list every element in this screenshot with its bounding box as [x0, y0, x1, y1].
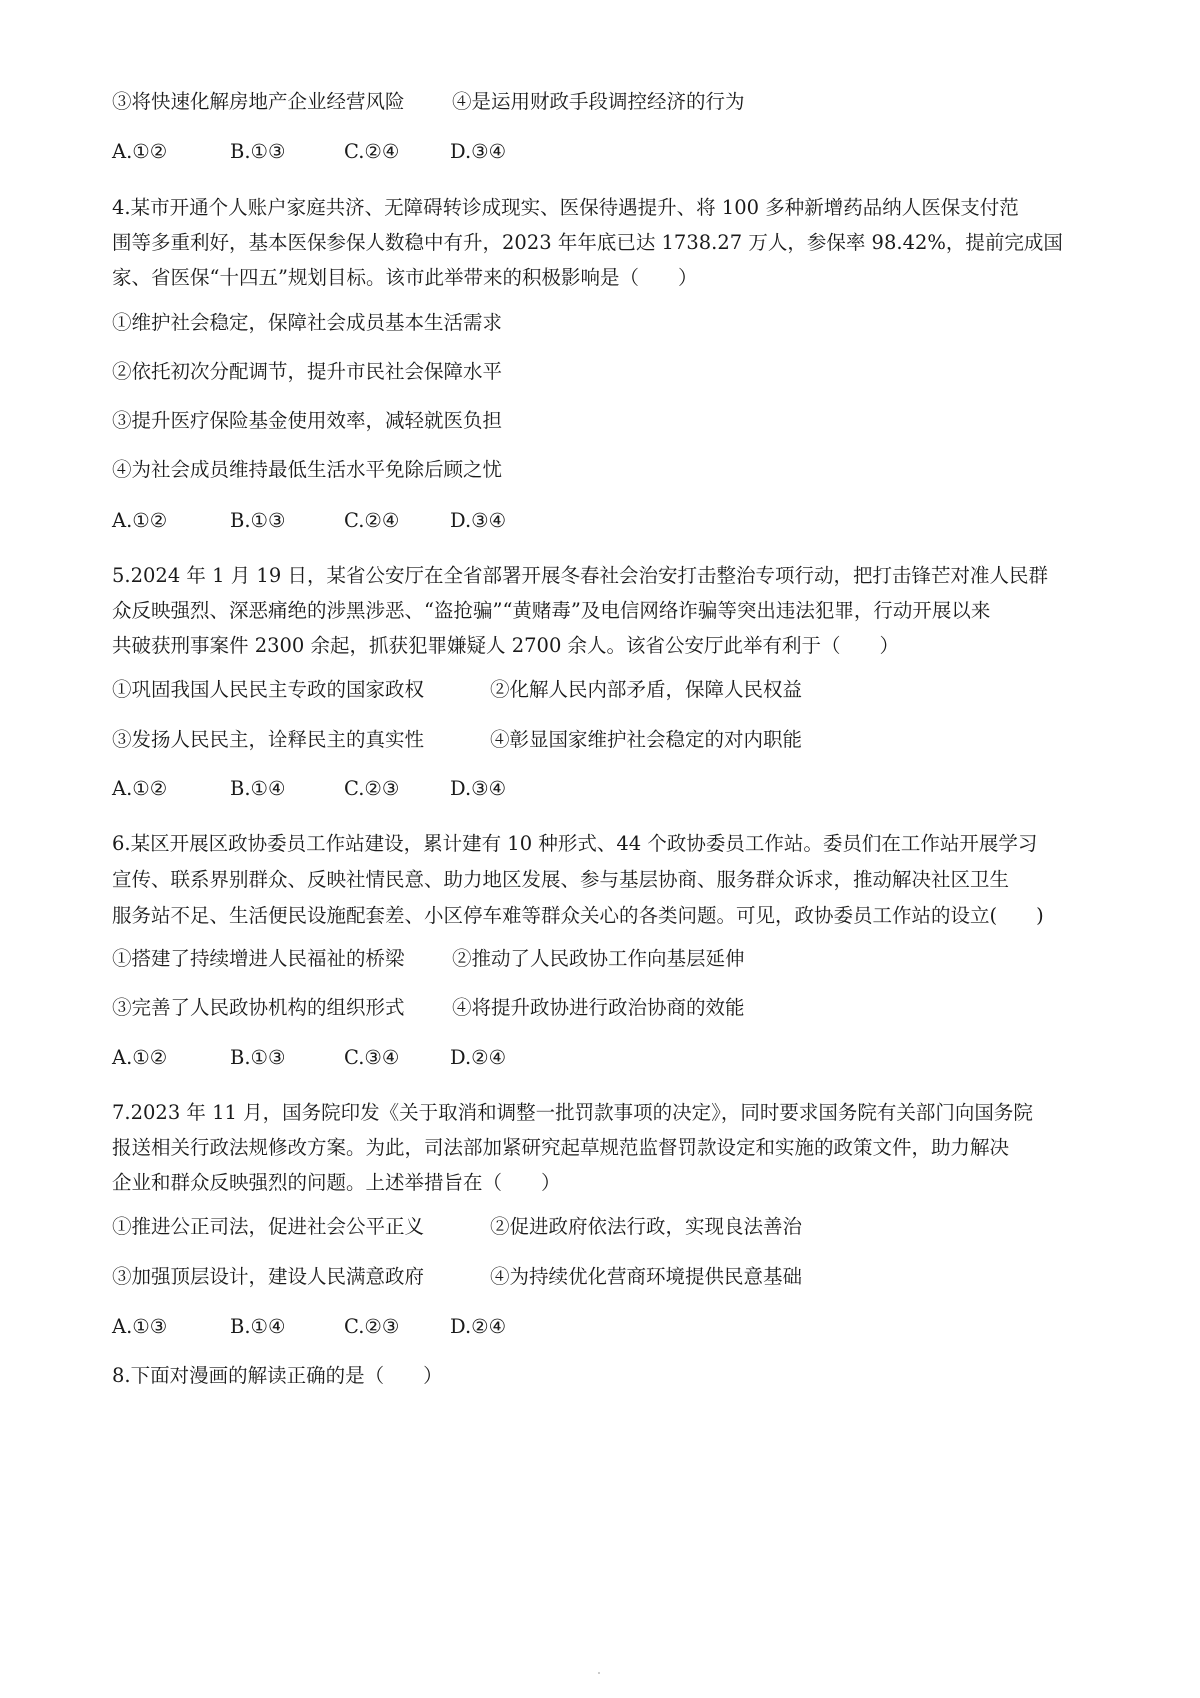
q5-option-2: ②化解人民内部矛盾，保障人民权益 [490, 678, 803, 701]
q6-answer-a: A.①② [112, 1046, 168, 1069]
q8-stem: 8.下面对漫画的解读正确的是（ ） [112, 1364, 443, 1387]
q5-options-row-1 [112, 677, 1100, 703]
q7-answer-c: C.②③ [344, 1315, 400, 1338]
q5-options-row-2 [112, 727, 1100, 753]
q3-answer-a: A.①② [112, 140, 168, 163]
q7-answers [112, 1314, 1100, 1340]
q6-answers [112, 1045, 1100, 1071]
q3-answer-c: C.②④ [344, 140, 400, 163]
q6-answer-d: D.②④ [450, 1046, 507, 1069]
q5-option-3: ③发扬人民民主，诠释民主的真实性 [112, 728, 425, 751]
q6-stem-line: 宣传、联系界别群众、反映社情民意、助力地区发展、参与基层协商、服务群众诉求，推动解决社区卫生 [112, 868, 1010, 891]
q7-options-row-1 [112, 1214, 1100, 1240]
q5-answer-d: D.③④ [450, 777, 507, 800]
q7-answer-a: A.①③ [112, 1315, 168, 1338]
q6-option-3: ③完善了人民政协机构的组织形式 [112, 996, 405, 1019]
q6-option-1: ①搭建了持续增进人民福祉的桥梁 [112, 947, 405, 970]
q6-option-2: ②推动了人民政协工作向基层延伸 [452, 947, 745, 970]
q7-stem-line: 报送相关行政法规修改方案。为此，司法部加紧研究起草规范监督罚款设定和实施的政策文件，助力解决 [112, 1136, 1010, 1159]
q6-stem-line: 服务站不足、生活便民设施配套差、小区停车难等群众关心的各类问题。可见，政协委员工作站的设立( ) [112, 904, 1044, 927]
q5-answer-a: A.①② [112, 777, 168, 800]
q7-stem-line: 7.2023 年 11 月，国务院印发《关于取消和调整一批罚款事项的决定》，同时要求国务院有关部门向国务院 [112, 1101, 1033, 1124]
footer-dot [598, 1672, 600, 1674]
q6-answer-b: B.①③ [230, 1046, 286, 1069]
q4-answer-b: B.①③ [230, 509, 286, 532]
q6-options-row-1 [112, 946, 1100, 972]
q7-answer-b: B.①④ [230, 1315, 286, 1338]
q4-answer-d: D.③④ [450, 509, 507, 532]
q4-stem-line: 家、省医保“十四五”规划目标。该市此举带来的积极影响是（ ） [112, 266, 698, 289]
q7-stem [112, 1095, 1100, 1200]
q3-option-4: ④是运用财政手段调控经济的行为 [452, 90, 745, 113]
q5-answer-b: B.①④ [230, 777, 286, 800]
q3-option-3: ③将快速化解房地产企业经营风险 [112, 90, 405, 113]
q5-stem-line: 共破获刑事案件 2300 余起，抓获犯罪嫌疑人 2700 余人。该省公安厅此举有利于（ ） [112, 634, 900, 657]
q4-answer-c: C.②④ [344, 509, 400, 532]
q7-option-1: ①推进公正司法，促进社会公平正义 [112, 1215, 425, 1238]
q7-answer-d: D.②④ [450, 1315, 507, 1338]
q7-options-row-2 [112, 1264, 1100, 1290]
q7-stem-line: 企业和群众反映强烈的问题。上述举措旨在（ ） [112, 1171, 561, 1194]
q3-answers [112, 139, 1100, 165]
q3-answer-b: B.①③ [230, 140, 286, 163]
q5-stem-line: 5.2024 年 1 月 19 日，某省公安厅在全省部署开展冬春社会治安打击整治专项行动，把打击锋芒对准人民群 [112, 564, 1048, 587]
q6-option-4: ④将提升政协进行政治协商的效能 [452, 996, 745, 1019]
q4-stem-line: 4.某市开通个人账户家庭共济、无障碍转诊成现实、医保待遇提升、将 100 多种新增药品纳人医保支付范 [112, 196, 1019, 219]
q3-answer-d: D.③④ [450, 140, 507, 163]
q7-option-2: ②促进政府依法行政，实现良法善治 [490, 1215, 803, 1238]
q6-stem-line: 6.某区开展区政协委员工作站建设，累计建有 10 种形式、44 个政协委员工作站。委员们在工作站开展学习 [112, 832, 1038, 855]
q6-answer-c: C.③④ [344, 1046, 400, 1069]
q4-answer-a: A.①② [112, 509, 168, 532]
q5-stem-line: 众反映强烈、深恶痛绝的涉黑涉恶、“盗抢骗”“黄赌毒”及电信网络诈骗等突出违法犯罪，行动开展以来 [112, 599, 991, 622]
q4-option-1: ①维护社会稳定，保障社会成员基本生活需求 [112, 311, 503, 334]
q4-option-4: ④为社会成员维持最低生活水平免除后顾之忧 [112, 458, 503, 481]
q5-option-1: ①巩固我国人民民主专政的国家政权 [112, 678, 425, 701]
q6-options-row-2 [112, 995, 1100, 1021]
q4-stem [112, 190, 1100, 295]
q5-answers [112, 776, 1100, 802]
q4-option-3: ③提升医疗保险基金使用效率，减轻就医负担 [112, 409, 503, 432]
q4-answers [112, 508, 1100, 534]
q4-stem-line: 围等多重利好，基本医保参保人数稳中有升，2023 年年底已达 1738.27 万人，参保率 98.42%，提前完成国 [112, 231, 1063, 254]
q4-option-2: ②依托初次分配调节，提升市民社会保障水平 [112, 360, 503, 383]
q6-stem [112, 826, 1100, 934]
q7-option-4: ④为持续优化营商环境提供民意基础 [490, 1265, 803, 1288]
q5-stem [112, 558, 1100, 663]
q3-options-row [112, 89, 1100, 115]
q5-answer-c: C.②③ [344, 777, 400, 800]
q5-option-4: ④彰显国家维护社会稳定的对内职能 [490, 728, 803, 751]
q7-option-3: ③加强顶层设计，建设人民满意政府 [112, 1265, 425, 1288]
